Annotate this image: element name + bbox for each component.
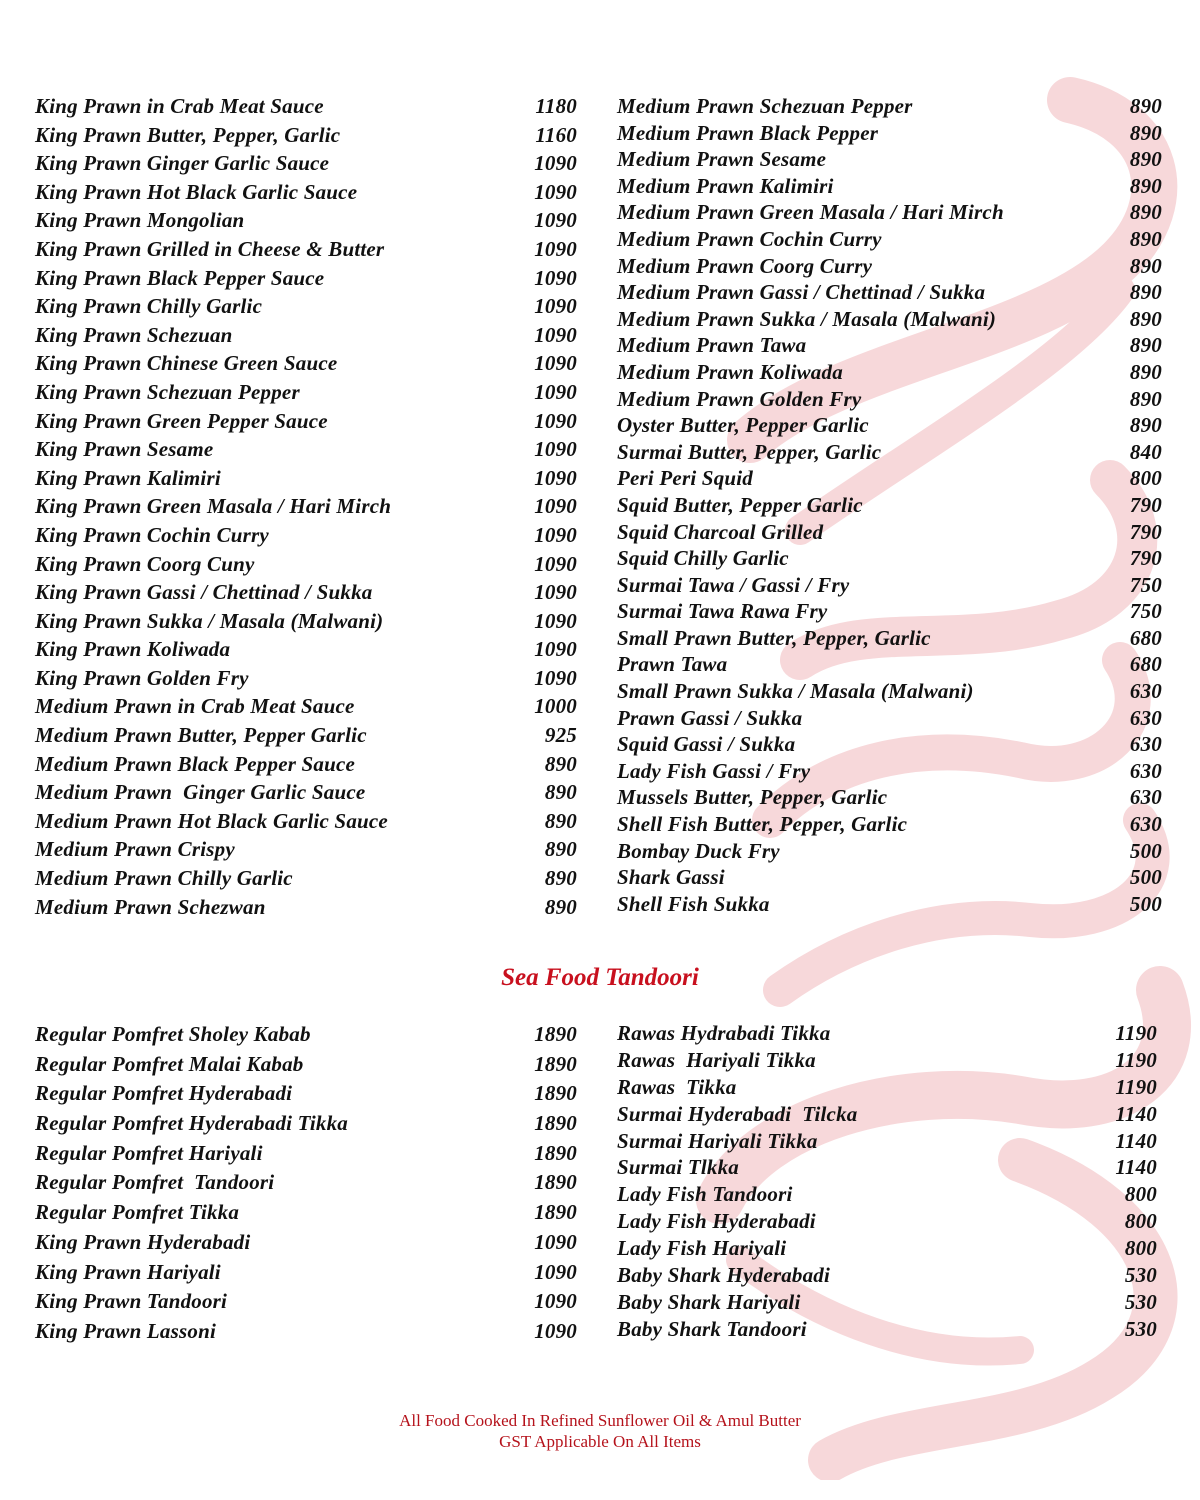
menu-item <box>617 146 1162 173</box>
menu-item <box>617 731 1162 758</box>
item-name: Surmai Tlkka <box>617 1155 740 1180</box>
item-price: 630 <box>1129 679 1162 704</box>
menu-item <box>617 758 1162 785</box>
item-name: Lady Fish Hyderabadi <box>617 1209 816 1234</box>
item-name: Prawn Gassi / Sukka <box>617 705 803 730</box>
item-price: 925 <box>544 723 577 748</box>
menu-item <box>35 721 577 750</box>
item-price: 890 <box>544 751 577 776</box>
item-price: 1890 <box>534 1022 577 1046</box>
item-price: 530 <box>1124 1316 1157 1341</box>
item-price: 1090 <box>534 1259 577 1284</box>
item-name: King Prawn Cochin Curry <box>35 522 269 547</box>
item-name: Regular Pomfret Sholey Kabab <box>35 1022 311 1046</box>
item-price: 1090 <box>534 1229 577 1254</box>
item-price: 630 <box>1129 732 1162 757</box>
item-name: Shell Fish Sukka <box>617 891 770 916</box>
item-name: Medium Prawn Cochin Curry <box>617 226 882 251</box>
item-name: Regular Pomfret Malai Kabab <box>35 1051 304 1076</box>
item-price: 750 <box>1129 572 1162 597</box>
menu-item <box>617 864 1162 891</box>
menu-item <box>35 1287 577 1317</box>
item-name: King Prawn Mongolian <box>35 208 245 233</box>
menu-item <box>35 1139 577 1169</box>
menu-column-right-seafood <box>617 93 1162 917</box>
item-name: King Prawn Grilled in Cheese & Butter <box>35 236 385 261</box>
item-price: 890 <box>1129 359 1162 384</box>
menu-item <box>35 692 577 721</box>
menu-item <box>35 464 577 493</box>
item-price: 1890 <box>534 1111 577 1136</box>
menu-item <box>35 492 577 521</box>
item-price: 890 <box>1129 306 1162 331</box>
menu-item <box>35 607 577 636</box>
item-price: 530 <box>1124 1263 1157 1288</box>
item-price: 1090 <box>534 551 577 576</box>
menu-item <box>35 1258 577 1288</box>
item-price: 1090 <box>534 208 577 233</box>
item-name: Lady Fish Gassi / Fry <box>617 758 811 783</box>
menu-item <box>617 1181 1157 1208</box>
item-name: King Prawn Coorg Cuny <box>35 551 255 576</box>
item-price: 890 <box>1129 253 1162 278</box>
menu-item <box>35 750 577 779</box>
item-price: 500 <box>1129 865 1162 890</box>
menu-item <box>35 92 577 121</box>
menu-item <box>617 1235 1157 1262</box>
item-price: 890 <box>1129 226 1162 251</box>
menu-item <box>617 545 1162 572</box>
item-price: 800 <box>1124 1236 1157 1261</box>
menu-item <box>35 321 577 350</box>
item-name: King Prawn Butter, Pepper, Garlic <box>35 122 341 147</box>
menu-item <box>617 439 1162 466</box>
item-name: King Prawn Hyderabadi <box>35 1229 251 1254</box>
item-name: Surmai Tawa / Gassi / Fry <box>617 572 850 597</box>
item-price: 1090 <box>534 408 577 433</box>
menu-column-left-tandoori <box>35 1020 577 1347</box>
menu-item <box>35 435 577 464</box>
item-name: Medium Prawn Green Masala / Hari Mirch <box>617 200 1004 225</box>
item-price: 790 <box>1129 519 1162 544</box>
item-name: King Prawn Gassi / Chettinad / Sukka <box>35 580 373 605</box>
item-name: Regular Pomfret Tandoori <box>35 1170 275 1195</box>
item-price: 1140 <box>1115 1155 1157 1180</box>
item-name: Medium Prawn Crispy <box>35 837 235 862</box>
item-price: 890 <box>1129 386 1162 411</box>
item-name: Lady Fish Tandoori <box>617 1182 793 1207</box>
menu-item <box>35 149 577 178</box>
item-price: 890 <box>544 866 577 891</box>
item-price: 630 <box>1129 785 1162 810</box>
item-name: King Prawn Green Masala / Hari Mirch <box>35 494 392 519</box>
menu-column-right-tandoori <box>617 1020 1157 1343</box>
item-name: Surmai Hariyali Tikka <box>617 1128 818 1153</box>
item-name: King Prawn Black Pepper Sauce <box>35 265 325 290</box>
menu-item <box>617 465 1162 492</box>
menu-item <box>617 1154 1157 1181</box>
menu-item <box>617 1262 1157 1289</box>
menu-item <box>35 521 577 550</box>
menu-item <box>35 178 577 207</box>
item-name: Surmai Hyderabadi Tilcka <box>617 1101 858 1126</box>
item-price: 630 <box>1129 705 1162 730</box>
menu-item <box>35 864 577 893</box>
menu-item <box>35 664 577 693</box>
item-price: 1090 <box>534 322 577 347</box>
menu-item <box>617 705 1162 732</box>
item-price: 1090 <box>534 179 577 204</box>
item-price: 890 <box>1129 147 1162 172</box>
item-price: 890 <box>544 894 577 919</box>
item-price: 1190 <box>1115 1021 1157 1045</box>
item-name: King Prawn Sukka / Masala (Malwani) <box>35 608 384 633</box>
item-price: 1160 <box>535 122 577 147</box>
menu-item <box>35 1109 577 1139</box>
menu-item <box>35 349 577 378</box>
menu-item <box>617 1074 1157 1101</box>
menu-item <box>617 173 1162 200</box>
item-name: Medium Prawn Butter, Pepper Garlic <box>35 723 367 748</box>
item-price: 1190 <box>1115 1047 1157 1072</box>
item-price: 1090 <box>534 351 577 376</box>
item-name: King Prawn Koliwada <box>35 637 231 662</box>
menu-item <box>617 332 1162 359</box>
item-name: Shell Fish Butter, Pepper, Garlic <box>617 812 908 837</box>
menu-item <box>617 412 1162 439</box>
section-title-seafood-tandoori: Sea Food Tandoori <box>501 964 699 991</box>
item-price: 1090 <box>534 437 577 462</box>
item-name: Medium Prawn Golden Fry <box>617 386 862 411</box>
menu-item <box>35 1168 577 1198</box>
item-name: Surmai Butter, Pepper, Garlic <box>617 439 882 464</box>
item-name: Bombay Duck Fry <box>617 838 780 863</box>
item-price: 1180 <box>535 94 577 118</box>
item-price: 890 <box>544 837 577 862</box>
item-price: 680 <box>1129 652 1162 677</box>
menu-item <box>35 235 577 264</box>
menu-item <box>617 1289 1157 1316</box>
item-price: 1090 <box>534 494 577 519</box>
item-name: Squid Gassi / Sukka <box>617 732 796 757</box>
item-price: 1090 <box>534 522 577 547</box>
item-name: Rawas Hydrabadi Tikka <box>617 1021 831 1045</box>
menu-item <box>617 199 1162 226</box>
menu-item <box>617 1047 1157 1074</box>
item-price: 1090 <box>534 379 577 404</box>
item-name: King Prawn Chilly Garlic <box>35 294 263 319</box>
item-name: Surmai Tawa Rawa Fry <box>617 599 828 624</box>
menu-item <box>617 306 1162 333</box>
item-name: Medium Prawn Black Pepper Sauce <box>35 751 356 776</box>
menu-item <box>35 206 577 235</box>
menu-item <box>617 784 1162 811</box>
item-name: Medium Prawn Black Pepper <box>617 120 879 145</box>
item-name: Oyster Butter, Pepper Garlic <box>617 413 869 438</box>
item-name: Shark Gassi <box>617 865 725 890</box>
item-name: Medium Prawn Gassi / Chettinad / Sukka <box>617 280 986 305</box>
item-name: Small Prawn Sukka / Masala (Malwani) <box>617 679 974 704</box>
item-name: Medium Prawn Hot Black Garlic Sauce <box>35 808 388 833</box>
item-price: 530 <box>1124 1289 1157 1314</box>
item-name: King Prawn Kalimiri <box>35 465 221 490</box>
item-name: Medium Prawn Ginger Garlic Sauce <box>35 780 366 805</box>
menu-item <box>617 279 1162 306</box>
item-price: 800 <box>1124 1182 1157 1207</box>
item-name: Medium Prawn Kalimiri <box>617 173 834 198</box>
item-name: King Prawn Hariyali <box>35 1259 221 1284</box>
item-name: Baby Shark Hariyali <box>617 1289 801 1314</box>
item-name: Mussels Butter, Pepper, Garlic <box>617 785 888 810</box>
item-price: 890 <box>544 808 577 833</box>
item-name: Medium Prawn Schezuan Pepper <box>617 94 913 118</box>
item-name: Prawn Tawa <box>617 652 728 677</box>
menu-item <box>35 807 577 836</box>
item-name: Squid Chilly Garlic <box>617 546 789 571</box>
item-price: 1090 <box>534 1318 577 1343</box>
menu-item <box>35 893 577 922</box>
menu-item <box>35 835 577 864</box>
item-name: Small Prawn Butter, Pepper, Garlic <box>617 625 931 650</box>
item-price: 1090 <box>534 465 577 490</box>
item-price: 500 <box>1129 838 1162 863</box>
item-price: 1000 <box>534 694 577 719</box>
item-name: Regular Pomfret Hyderabadi <box>35 1081 293 1106</box>
menu-item <box>617 492 1162 519</box>
item-price: 800 <box>1129 466 1162 491</box>
menu-item <box>617 386 1162 413</box>
item-price: 750 <box>1129 599 1162 624</box>
item-price: 630 <box>1129 812 1162 837</box>
menu-item <box>35 778 577 807</box>
menu-item <box>35 407 577 436</box>
item-name: Rawas Tikka <box>617 1074 737 1099</box>
item-price: 1090 <box>534 236 577 261</box>
item-price: 1090 <box>534 665 577 690</box>
menu-item <box>35 1198 577 1228</box>
item-price: 790 <box>1129 492 1162 517</box>
menu-item <box>35 1079 577 1109</box>
menu-item <box>617 891 1162 918</box>
item-name: King Prawn Chinese Green Sauce <box>35 351 338 376</box>
menu-item <box>617 253 1162 280</box>
item-price: 890 <box>1129 413 1162 438</box>
item-name: King Prawn in Crab Meat Sauce <box>35 94 324 118</box>
item-name: Squid Charcoal Grilled <box>617 519 824 544</box>
menu-item <box>617 625 1162 652</box>
item-name: King Prawn Schezuan Pepper <box>35 379 300 404</box>
menu-item <box>35 1050 577 1080</box>
item-price: 1090 <box>534 151 577 176</box>
item-name: Medium Prawn Sukka / Masala (Malwani) <box>617 306 997 331</box>
item-price: 890 <box>1129 200 1162 225</box>
item-price: 890 <box>1129 280 1162 305</box>
item-price: 1090 <box>534 637 577 662</box>
item-name: Medium Prawn in Crab Meat Sauce <box>35 694 355 719</box>
item-price: 1890 <box>534 1140 577 1165</box>
item-name: King Prawn Hot Black Garlic Sauce <box>35 179 358 204</box>
menu-item <box>617 519 1162 546</box>
menu-item <box>617 1128 1157 1155</box>
item-name: Lady Fish Hariyali <box>617 1236 787 1261</box>
menu-item <box>617 651 1162 678</box>
item-price: 840 <box>1129 439 1162 464</box>
menu-item <box>35 1020 577 1050</box>
item-name: Rawas Hariyali Tikka <box>617 1047 816 1072</box>
menu-item <box>617 598 1162 625</box>
item-name: Medium Prawn Sesame <box>617 147 827 172</box>
item-price: 890 <box>1129 333 1162 358</box>
menu-item <box>35 378 577 407</box>
item-name: Medium Prawn Tawa <box>617 333 807 358</box>
menu-item <box>35 1317 577 1347</box>
item-price: 1890 <box>534 1051 577 1076</box>
item-price: 1090 <box>534 294 577 319</box>
item-name: King Prawn Lassoni <box>35 1318 216 1343</box>
item-price: 1890 <box>534 1081 577 1106</box>
item-price: 1090 <box>534 1289 577 1314</box>
item-name: Regular Pomfret Hariyali <box>35 1140 263 1165</box>
menu-item <box>617 811 1162 838</box>
item-price: 680 <box>1129 625 1162 650</box>
item-name: King Prawn Ginger Garlic Sauce <box>35 151 330 176</box>
item-name: Medium Prawn Schezwan <box>35 894 266 919</box>
menu-item <box>617 572 1162 599</box>
menu-item <box>35 578 577 607</box>
menu-item <box>35 264 577 293</box>
footer-notes <box>0 1410 1200 1452</box>
footer-gst-note: GST Applicable On All Items <box>499 1432 701 1451</box>
item-price: 1890 <box>534 1170 577 1195</box>
footer-oil-note: All Food Cooked In Refined Sunflower Oil & Amul Butter <box>399 1411 801 1430</box>
menu-item <box>35 292 577 321</box>
item-name: King Prawn Golden Fry <box>35 665 249 690</box>
item-price: 1090 <box>534 265 577 290</box>
item-price: 890 <box>1129 120 1162 145</box>
menu-item <box>617 1020 1157 1047</box>
item-price: 1140 <box>1115 1128 1157 1153</box>
item-price: 1090 <box>534 608 577 633</box>
item-name: Squid Butter, Pepper Garlic <box>617 492 863 517</box>
item-price: 1090 <box>534 580 577 605</box>
item-name: Baby Shark Hyderabadi <box>617 1263 831 1288</box>
menu-item <box>617 93 1162 120</box>
menu-item <box>35 121 577 150</box>
menu-item <box>35 635 577 664</box>
item-price: 1190 <box>1115 1074 1157 1099</box>
item-price: 500 <box>1129 891 1162 916</box>
item-name: Baby Shark Tandoori <box>617 1316 807 1341</box>
item-name: Medium Prawn Chilly Garlic <box>35 866 293 891</box>
item-price: 630 <box>1129 758 1162 783</box>
item-name: Peri Peri Squid <box>617 466 754 491</box>
menu-item <box>617 359 1162 386</box>
item-price: 890 <box>544 780 577 805</box>
item-price: 1890 <box>534 1200 577 1225</box>
menu-item <box>617 678 1162 705</box>
item-price: 800 <box>1124 1209 1157 1234</box>
menu-item <box>35 550 577 579</box>
item-name: Medium Prawn Koliwada <box>617 359 843 384</box>
menu-item <box>35 1228 577 1258</box>
item-name: Medium Prawn Coorg Curry <box>617 253 873 278</box>
item-name: Regular Pomfret Tikka <box>35 1200 240 1225</box>
menu-item <box>617 1208 1157 1235</box>
item-price: 890 <box>1129 173 1162 198</box>
menu-item <box>617 120 1162 147</box>
item-name: Regular Pomfret Hyderabadi Tikka <box>35 1111 349 1136</box>
menu-item <box>617 1101 1157 1128</box>
menu-item <box>617 838 1162 865</box>
item-price: 1140 <box>1115 1101 1157 1126</box>
menu-item <box>617 226 1162 253</box>
item-name: King Prawn Schezuan <box>35 322 233 347</box>
item-name: King Prawn Sesame <box>35 437 214 462</box>
item-price: 890 <box>1129 94 1162 118</box>
item-name: King Prawn Green Pepper Sauce <box>35 408 328 433</box>
menu-item <box>617 1316 1157 1343</box>
item-price: 790 <box>1129 546 1162 571</box>
item-name: King Prawn Tandoori <box>35 1289 228 1314</box>
menu-column-left-seafood <box>35 92 577 921</box>
